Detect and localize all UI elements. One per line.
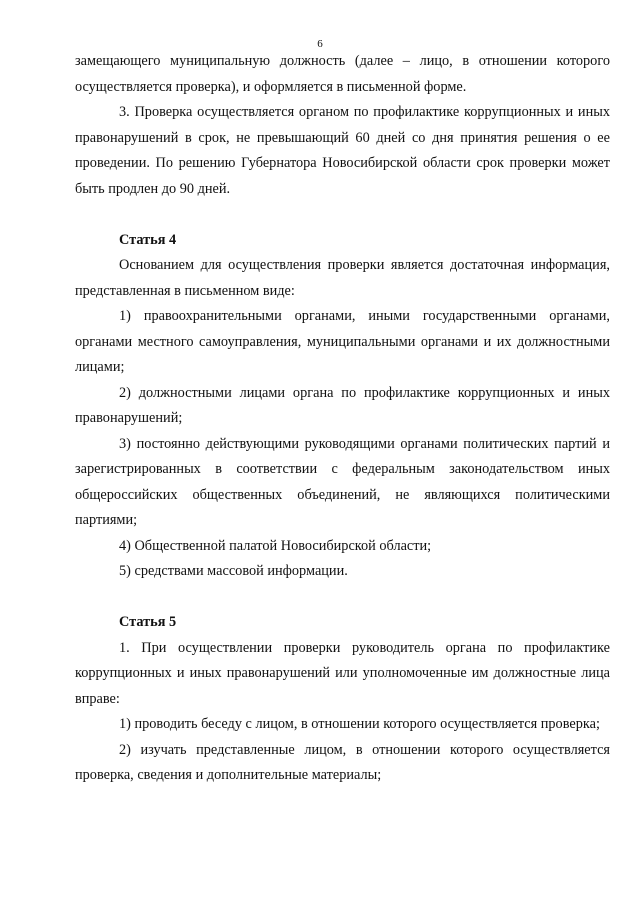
- article-4-intro: Основанием для осуществления проверки является достаточная информация, представленная в письменном виде:: [75, 257, 610, 299]
- article-5-item-1: 1) проводить беседу с лицом, в отношении которого осуществляется проверка;: [119, 716, 600, 732]
- article-4-item-2: 2) должностными лицами органа по профилактике коррупционных и иных правонарушений;: [75, 384, 610, 426]
- document-body: [75, 49, 610, 789]
- article-4-item-5: 5) средствами массовой информации.: [119, 563, 348, 579]
- article-4-heading: Статья 4: [119, 231, 177, 248]
- article-4-item-3: 3) постоянно действующими руководящими органами политических партий и зарегистрированных в соответствии с федеральным законодательством иных общероссийских общественных объединений, не являющихся политическими партиями;: [75, 435, 610, 528]
- article-4-item-1: 1) правоохранительными органами, иными государственными органами, органами местного самоуправления, муниципальными органами и их должностными лицами;: [75, 308, 610, 375]
- clause-3-paragraph: 3. Проверка осуществляется органом по профилактике коррупционных и иных правонарушений в срок, не превышающий 60 дней со дня принятия решения о ее проведении. По решению Губернатора Новосибирской области срок проверки может быть продлен до 90 дней.: [75, 104, 610, 197]
- article-5-item-2: 2) изучать представленные лицом, в отношении которого осуществляется проверка, сведения и дополнительные материалы;: [75, 741, 610, 783]
- article-5-heading: Статья 5: [119, 614, 177, 630]
- article-5-intro: 1. При осуществлении проверки руководитель органа по профилактике коррупционных и иных правонарушений или уполномоченные им должностные лица вправе:: [75, 639, 610, 707]
- continuation-paragraph: замещающего муниципальную должность (далее – лицо, в отношении которого осуществляется проверка), и оформляется в письменной форме.: [75, 53, 610, 95]
- article-4-item-4: 4) Общественной палатой Новосибирской области;: [119, 537, 432, 554]
- page-number: 6: [317, 38, 323, 50]
